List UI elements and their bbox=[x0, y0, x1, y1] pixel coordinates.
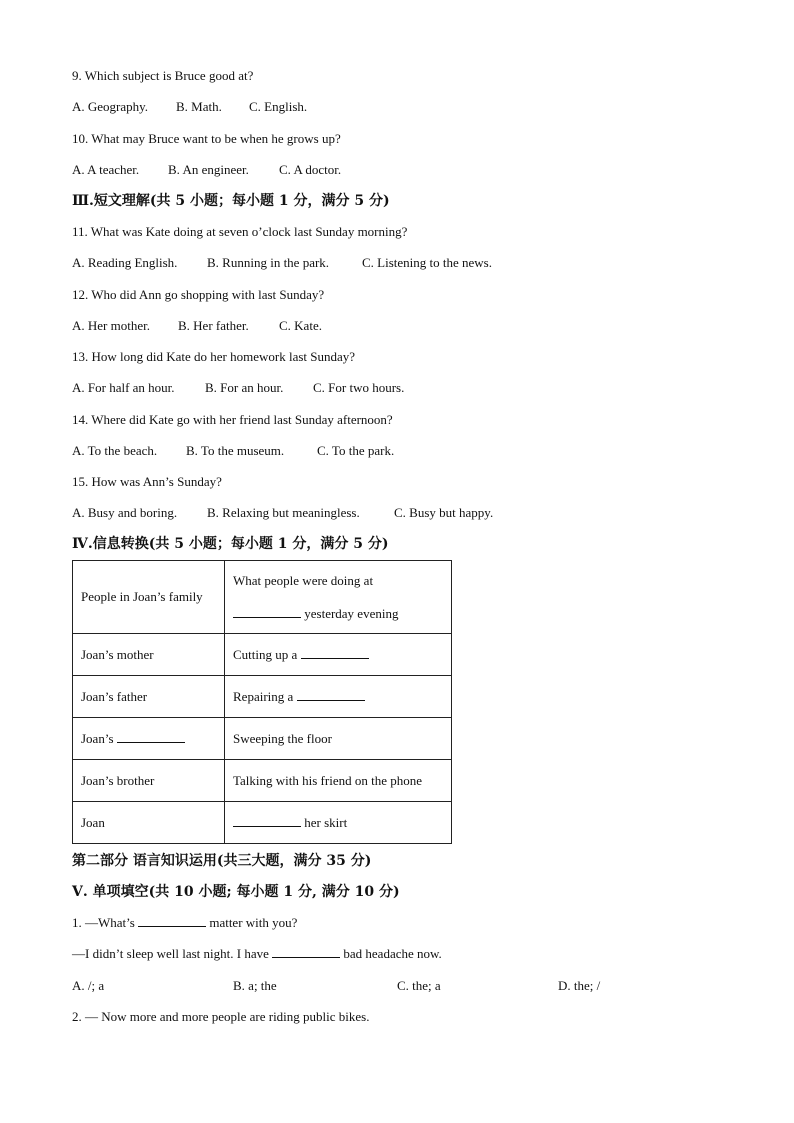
question-text: 12. Who did Ann go shopping with last Sunday? bbox=[72, 287, 325, 302]
practice-question-1-line-2 bbox=[72, 945, 442, 963]
cell-text: Joan’s bbox=[81, 731, 117, 746]
option-a: A. Busy and boring. bbox=[72, 505, 178, 520]
question-14 bbox=[72, 411, 393, 429]
question-9-options bbox=[72, 98, 307, 116]
cell-text: Repairing a bbox=[233, 689, 297, 704]
table-cell-person: Joan’s brother bbox=[73, 760, 225, 802]
table-cell-person bbox=[73, 718, 225, 760]
question-15-options bbox=[72, 504, 493, 522]
question-12-options bbox=[72, 317, 322, 335]
question-12 bbox=[72, 286, 324, 304]
option-a: A. Reading English. bbox=[72, 255, 178, 270]
option-c: C. Kate. bbox=[279, 318, 322, 333]
practice-question-1-line-1 bbox=[72, 914, 297, 932]
blank-line bbox=[138, 914, 206, 927]
option-b: B. Running in the park. bbox=[207, 255, 330, 270]
question-text: 9. Which subject is Bruce good at? bbox=[72, 68, 254, 83]
table-header-row bbox=[73, 561, 452, 634]
section-5-heading: Ⅴ. 单项填空(共 10 小题; 每小题 1 分, 满分 10 分) bbox=[72, 884, 400, 900]
blank-line bbox=[272, 945, 340, 958]
option-b: B. Math. bbox=[176, 99, 222, 114]
question-10 bbox=[72, 130, 341, 148]
question-text: 13. How long did Kate do her homework last Sunday? bbox=[72, 349, 356, 364]
question-text: 11. What was Kate doing at seven o’clock last Sunday morning? bbox=[72, 224, 408, 239]
table-cell-person: Joan bbox=[73, 802, 225, 844]
header-suffix: yesterday evening bbox=[301, 605, 399, 621]
option-c: C. Listening to the news. bbox=[362, 255, 492, 270]
question-14-options bbox=[72, 442, 394, 460]
cell-text: her skirt bbox=[301, 815, 348, 830]
question-text: 1. —What’s bbox=[72, 915, 139, 930]
table-cell-activity bbox=[225, 676, 452, 718]
question-text: —I didn’t sleep well last night. I have bbox=[72, 946, 273, 961]
option-c: C. For two hours. bbox=[313, 380, 405, 395]
option-b: B. An engineer. bbox=[168, 162, 249, 177]
option-c: C. English. bbox=[249, 99, 308, 114]
blank-line bbox=[301, 646, 369, 659]
option-c: C. A doctor. bbox=[279, 162, 342, 177]
option-b: B. To the museum. bbox=[186, 443, 285, 458]
option-c: C. the; a bbox=[397, 978, 441, 993]
question-text: 15. How was Ann’s Sunday? bbox=[72, 474, 222, 489]
table-row bbox=[73, 718, 452, 760]
table-row bbox=[73, 634, 452, 676]
question-text: 2. — Now more and more people are riding public bikes. bbox=[72, 1009, 370, 1024]
table-row bbox=[73, 676, 452, 718]
blank-line bbox=[233, 605, 301, 618]
question-text: 14. Where did Kate go with her friend last Sunday afternoon? bbox=[72, 412, 393, 427]
practice-question-1-options bbox=[72, 977, 600, 995]
question-13-options bbox=[72, 379, 404, 397]
table-row bbox=[73, 802, 452, 844]
header-line-2 bbox=[233, 605, 443, 622]
table-cell-person: Joan’s father bbox=[73, 676, 225, 718]
option-a: A. Geography. bbox=[72, 99, 149, 114]
question-13 bbox=[72, 348, 355, 366]
table-cell-activity: Talking with his friend on the phone bbox=[225, 760, 452, 802]
option-b: B. For an hour. bbox=[205, 380, 284, 395]
question-11-options bbox=[72, 254, 492, 272]
section-4-heading: Ⅳ.信息转换(共 5 小题；每小题 1 分，满分 5 分) bbox=[72, 536, 389, 552]
option-d: D. the; / bbox=[558, 978, 601, 993]
blank-line bbox=[233, 814, 301, 827]
part-2-heading: 第二部分 语言知识运用(共三大题，满分 35 分) bbox=[72, 853, 372, 869]
cell-text: Cutting up a bbox=[233, 647, 301, 662]
table-row bbox=[73, 760, 452, 802]
table-cell-activity: Sweeping the floor bbox=[225, 718, 452, 760]
blank-line bbox=[297, 688, 365, 701]
option-a: A. For half an hour. bbox=[72, 380, 175, 395]
table-cell-person: Joan’s mother bbox=[73, 634, 225, 676]
option-a: A. /; a bbox=[72, 978, 105, 993]
option-a: A. A teacher. bbox=[72, 162, 140, 177]
question-11 bbox=[72, 223, 407, 241]
option-b: B. Relaxing but meaningless. bbox=[207, 505, 360, 520]
header-line-1: What people were doing at bbox=[233, 572, 374, 588]
blank-line bbox=[117, 730, 185, 743]
question-10-options bbox=[72, 161, 341, 179]
table-header-people: People in Joan’s family bbox=[73, 561, 225, 634]
option-c: C. Busy but happy. bbox=[394, 505, 494, 520]
option-a: A. Her mother. bbox=[72, 318, 150, 333]
practice-question-2 bbox=[72, 1008, 369, 1026]
question-9 bbox=[72, 67, 253, 85]
table-cell-activity bbox=[225, 802, 452, 844]
option-a: A. To the beach. bbox=[72, 443, 158, 458]
question-text: matter with you? bbox=[206, 915, 298, 930]
question-15 bbox=[72, 473, 222, 491]
info-table bbox=[72, 560, 452, 844]
option-b: B. Her father. bbox=[178, 318, 249, 333]
option-b: B. a; the bbox=[233, 978, 277, 993]
question-text: bad headache now. bbox=[340, 946, 442, 961]
question-text: 10. What may Bruce want to be when he grows up? bbox=[72, 131, 341, 146]
option-c: C. To the park. bbox=[317, 443, 395, 458]
table-cell-activity bbox=[225, 634, 452, 676]
table-header-activity bbox=[225, 561, 452, 634]
section-3-heading: Ⅲ.短文理解(共 5 小题；每小题 1 分，满分 5 分) bbox=[72, 193, 390, 209]
